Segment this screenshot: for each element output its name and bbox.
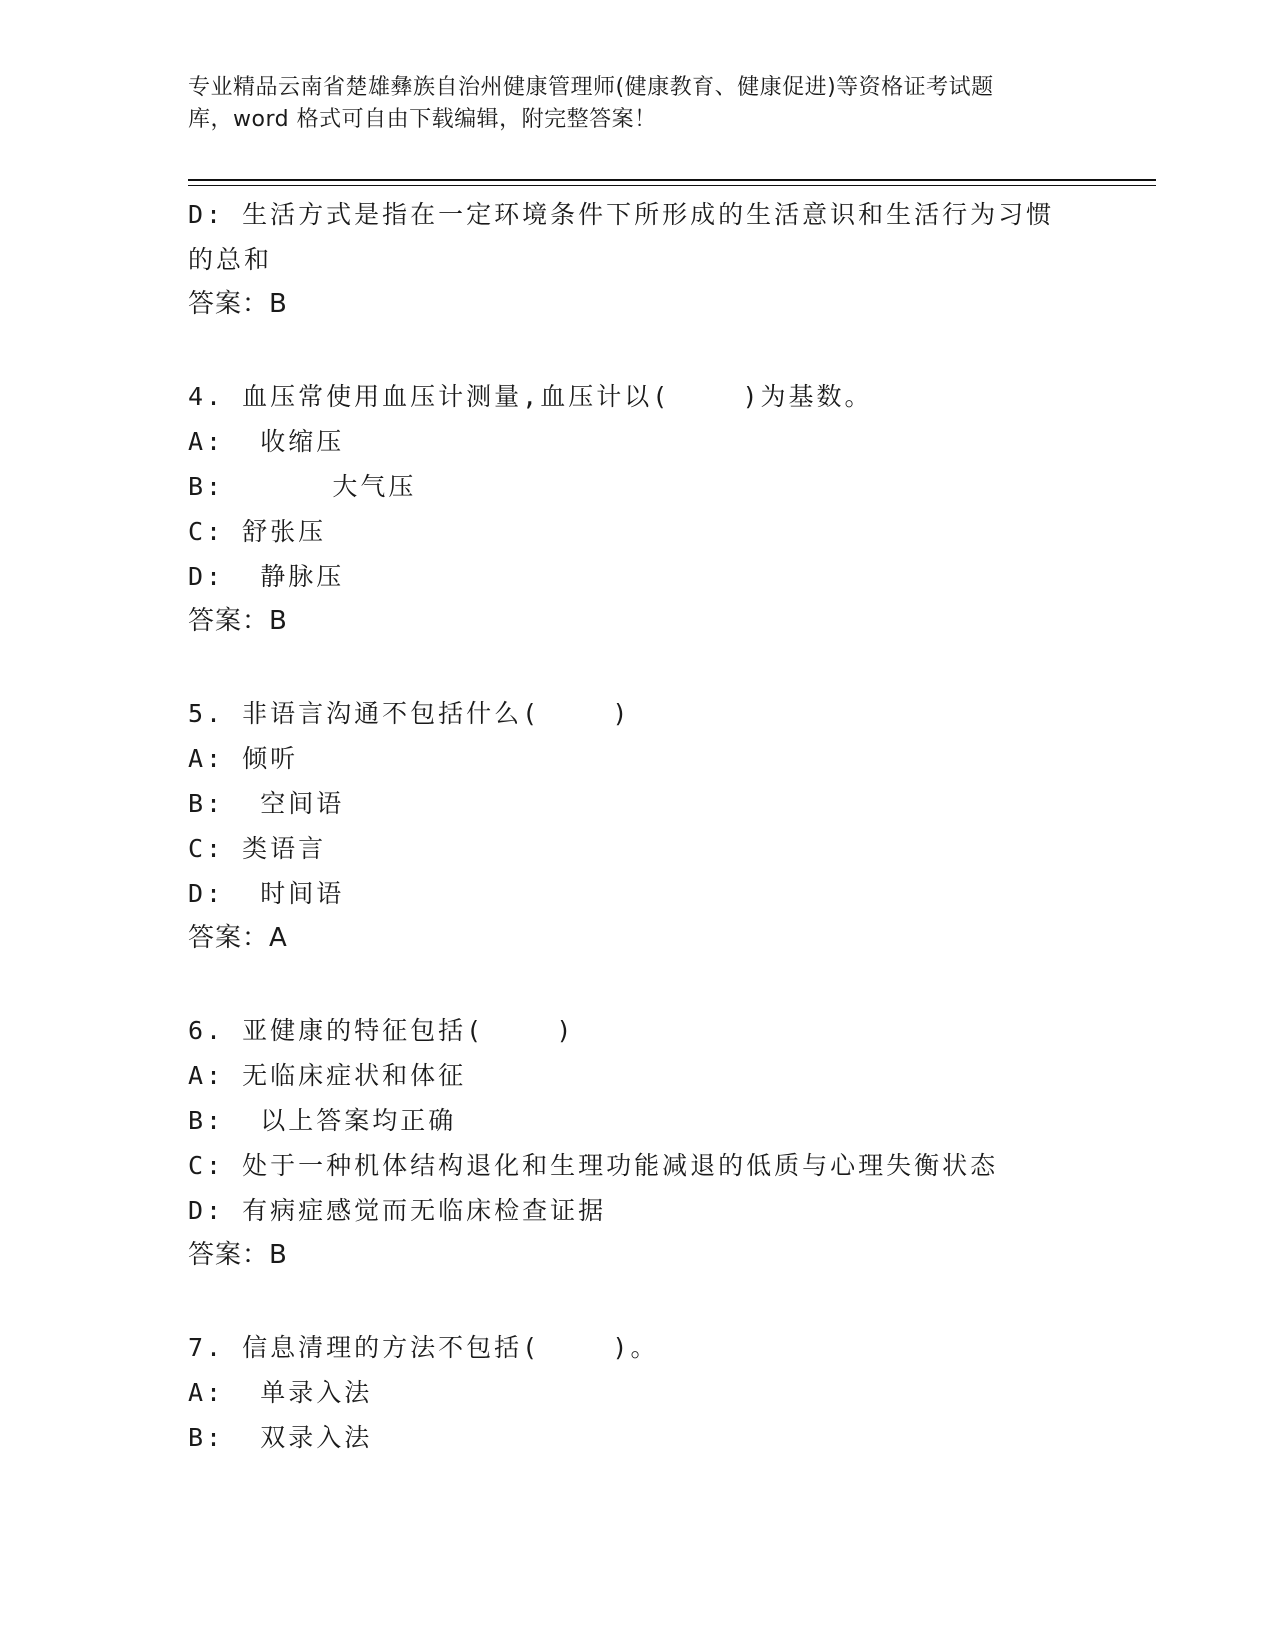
question-4 xyxy=(188,374,1088,644)
document-header xyxy=(188,72,1088,136)
question-stem: 6. 亚健康的特征包括( ) xyxy=(188,1016,575,1045)
option-d: D: 时间语 xyxy=(188,879,345,908)
header-rule-thick xyxy=(188,179,1156,181)
question-5 xyxy=(188,691,1088,961)
option-b: B: 双录入法 xyxy=(188,1423,373,1452)
partial-question-3 xyxy=(188,192,1088,327)
option-c: C: 类语言 xyxy=(188,834,327,863)
question-stem: 5. 非语言沟通不包括什么( ) xyxy=(188,699,631,728)
header-line-1: 专业精品云南省楚雄彝族自治州健康管理师(健康教育、健康促进)等资格证考试题 xyxy=(188,75,994,100)
header-rule-thin xyxy=(188,185,1156,186)
option-b: B: 以上答案均正确 xyxy=(188,1106,457,1135)
option-a: A: 无临床症状和体征 xyxy=(188,1061,467,1090)
answer: 答案：B xyxy=(188,606,288,636)
header-line-2: 库，word 格式可自由下载编辑，附完整答案！ xyxy=(188,107,657,132)
question-7 xyxy=(188,1325,1088,1460)
option-c: C: 舒张压 xyxy=(188,517,327,546)
option-c: C: 处于一种机体结构退化和生理功能减退的低质与心理失衡状态 xyxy=(188,1151,999,1180)
question-stem: 7. 信息清理的方法不包括( )。 xyxy=(188,1333,659,1362)
document-body xyxy=(188,192,1088,1460)
option-d: D: 静脉压 xyxy=(188,562,345,591)
question-6 xyxy=(188,1008,1088,1278)
option-a: A: 倾听 xyxy=(188,744,299,773)
option-d: D: 生活方式是指在一定环境条件下所形成的生活意识和生活行为习惯 xyxy=(188,200,1055,229)
answer: 答案：B xyxy=(188,1240,288,1270)
answer: 答案：B xyxy=(188,289,288,319)
option-b: B: 大气压 xyxy=(188,472,417,501)
question-stem: 4. 血压常使用血压计测量,血压计以( )为基数。 xyxy=(188,382,873,411)
answer: 答案：A xyxy=(188,923,288,953)
option-d: D: 有病症感觉而无临床检查证据 xyxy=(188,1196,607,1225)
option-a: A: 收缩压 xyxy=(188,427,345,456)
option-b: B: 空间语 xyxy=(188,789,345,818)
option-a: A: 单录入法 xyxy=(188,1378,373,1407)
option-d-continued: 的总和 xyxy=(188,245,273,274)
